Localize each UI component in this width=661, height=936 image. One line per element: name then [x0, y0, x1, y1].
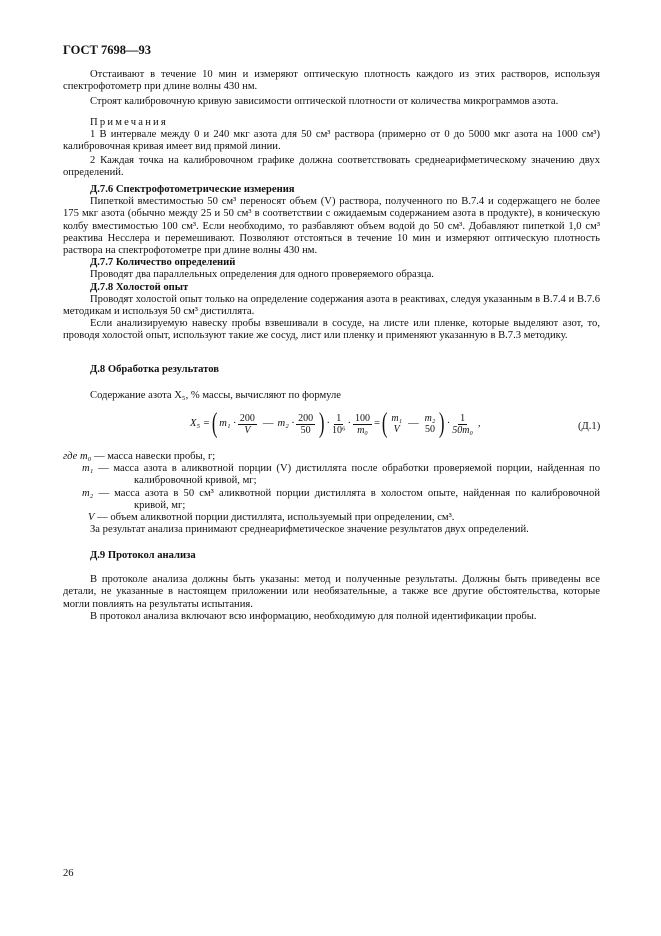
numerator: 100 [355, 412, 371, 424]
fraction [296, 413, 315, 436]
operator: — [262, 417, 274, 429]
section-heading: Д.7.7 Количество определений [90, 257, 236, 269]
paren: ( [211, 408, 218, 439]
legend-text: — масса азота в аликвотной порции (V) дистиллята после обработки проверяемой порции, найденная по калибровочной кривой, мг; [98, 463, 600, 487]
legend-text: — масса азота в 50 см³ аликвотной порции дистиллята в холостом опыте, найденная по калибровочной кривой, мг; [98, 487, 600, 511]
note: 2 Каждая точка на калибровочном графике должна соответствовать среднеарифметическому значению двух определений. [63, 155, 600, 179]
paragraph: Проводят холостой опыт только на определение содержания азота в реактивах, следуя указанным в В.7.4 и В.7.6 методикам и используя 50 см³ дистиллята. [63, 293, 600, 318]
operator: · [446, 417, 451, 429]
fraction [238, 413, 257, 436]
numerator: m₂ [424, 413, 436, 424]
note: 1 В интервале между 0 и 240 мкг азота для 50 см³ раствора (примерно от 0 до 5000 мкг азота на 1000 см³) калибровочная кривая имеет вид прямой линии. [63, 128, 600, 153]
legend-item [63, 488, 600, 512]
numerator: 200 [239, 412, 255, 424]
numerator: 200 [298, 412, 314, 424]
operator: · [347, 417, 352, 429]
legend-item [63, 451, 600, 463]
denominator: 50 [425, 424, 435, 435]
paragraph: Содержание азота X₅, % массы, вычисляют по формуле [90, 390, 341, 402]
legend-symbol: m₁ [82, 463, 94, 475]
denominator: 10⁶ [332, 424, 346, 436]
paren: ( [381, 408, 388, 439]
paragraph: Отстаивают в течение 10 мин и измеряют оптическую плотность каждого из этих растворов, используя спектрофотометр при длине волны 430 нм. [63, 69, 600, 93]
paragraph: Строят калибровочную кривую зависимости оптической плотности от количества микрограммов азота. [90, 96, 559, 108]
denominator: V [244, 424, 251, 436]
legend-text: — объем аликвотной порции дистиллята, используемый при определении, см³. [97, 512, 455, 524]
formula [190, 410, 481, 438]
numerator: 1 [336, 412, 342, 424]
paragraph: Если анализируемую навеску пробы взвешивали в сосуде, на листе или пленке, которые выделяют азот, то, проводя холостой опыт, используют такие же сосуд, лист или пленку и применяют указанную в В.7.3 методику. [63, 318, 600, 342]
paren: ) [439, 408, 445, 439]
denominator: V [393, 424, 400, 435]
paren: ) [319, 408, 325, 439]
formula-term: m₁ · [219, 417, 236, 429]
equation-number: (Д.1) [578, 421, 601, 432]
paragraph: За результат анализа принимают среднеарифметическое значение результатов двух определений. [90, 524, 529, 536]
document-header: ГОСТ 7698—93 [63, 43, 152, 57]
punctuation: , [477, 417, 481, 429]
paragraph: Проводят два параллельных определения для одного проверяемого образца. [90, 269, 434, 281]
fraction [391, 413, 402, 435]
legend-symbol: m₂ [82, 487, 94, 499]
legend-text: — масса навески пробы, г; [93, 451, 216, 462]
section-d8 [63, 364, 600, 402]
operator: = [374, 417, 381, 429]
numerator: m₁ [391, 413, 403, 424]
section-d9 [63, 550, 600, 623]
operator: · [326, 417, 331, 429]
paragraph: В протокол анализа включают всю информацию, необходимую для полной идентификации пробы. [90, 610, 537, 622]
section-heading: Д.9 Протокол анализа [90, 550, 196, 561]
section-d7 [63, 184, 600, 343]
formula-legend [63, 451, 600, 536]
fraction [425, 413, 436, 435]
formula-term: m₂ · [277, 417, 295, 429]
paragraph: Пипеткой вместимостью 50 см³ переносят объем (V) раствора, полученного по В.7.4 и содержащего не более 175 мкг азота (обычно между 25 и 50 см³ в соответствии с ожидаемым содержанием азота в продукте), в коническую колбу вместимостью 100 см³. Если необходимо, то разбавляют объем водой до 50 см³. Добавляют пипеткой 1,0 см³ реактива Несслера и перемешивают. Позволяют отстояться в течение 10 мин и измеряют оптическую плотность раствора на спектрофотометре при длине волны 430 нм. [63, 196, 600, 257]
fraction [353, 413, 372, 436]
legend-item [63, 512, 600, 524]
formula-lhs: X₅ = [190, 417, 210, 429]
page-number: 26 [63, 868, 74, 879]
calibration-section [63, 69, 600, 180]
paragraph: В протоколе анализа должны быть указаны: метод и полученные результаты. Должны быть приведены все детали, не указанные в настоящем приложении или необязательные, а также все другие обстоятельства, которые могли повлиять на результаты испытания. [63, 574, 600, 610]
denominator: 50m₀ [452, 424, 473, 436]
operator: — [408, 417, 419, 429]
denominator: 50 [300, 424, 311, 436]
section-heading: Д.8 Обработка результатов [90, 364, 219, 375]
notes-title: Примечания [90, 116, 168, 128]
denominator: m₀ [357, 424, 368, 436]
section-heading: Д.7.8 Холостой опыт [90, 281, 189, 293]
fraction [452, 413, 473, 436]
section-heading: Д.7.6 Спектрофотометрические измерения [90, 184, 295, 195]
legend-symbol: где m₀ [63, 451, 92, 462]
numerator: 1 [460, 412, 466, 424]
legend-item [63, 463, 600, 487]
fraction [332, 413, 346, 436]
legend-symbol: V [88, 512, 95, 524]
